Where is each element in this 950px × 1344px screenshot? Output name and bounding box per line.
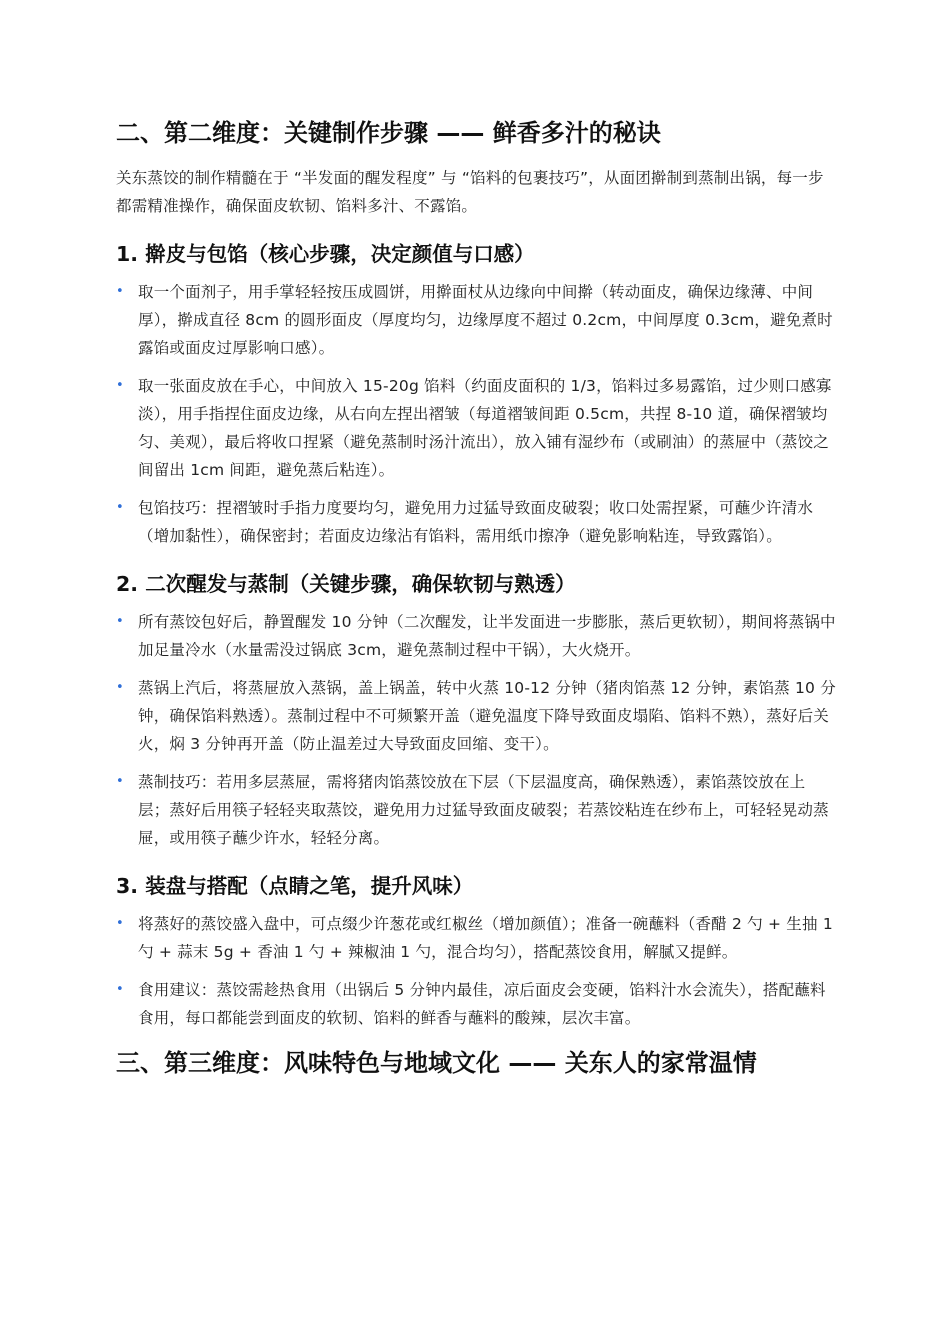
list-item-text: 蒸制技巧：若用多层蒸屉，需将猪肉馅蒸饺放在下层（下层温度高，确保熟透），素馅蒸饺放在上层；蒸好后用筷子轻轻夹取蒸饺，避免用力过猛导致面皮破裂；若蒸饺粘连在纱布上，可轻轻晃动蒸屉，或用筷子蘸少许水，轻轻分离。 xyxy=(138,773,829,847)
bullet-icon: • xyxy=(116,500,124,515)
list-item xyxy=(116,910,836,966)
bullet-icon: • xyxy=(116,916,124,931)
document-page xyxy=(116,112,836,1084)
section-2-title: 二、第二维度：关键制作步骤 —— 鲜香多汁的秘诀 xyxy=(116,119,661,147)
bullet-icon: • xyxy=(116,378,124,393)
bullet-icon: • xyxy=(116,680,124,695)
list-item-text: 所有蒸饺包好后，静置醒发 10 分钟（二次醒发，让半发面进一步膨胀，蒸后更软韧），期间将蒸锅中加足量冷水（水量需没过锅底 3cm，避免蒸制过程中干锅），大火烧开。 xyxy=(138,613,836,659)
list-item-text: 取一张面皮放在手心，中间放入 15-20g 馅料（约面皮面积的 1/3，馅料过多易露馅，过少则口感寡淡），用手指捏住面皮边缘，从右向左捏出褶皱（每道褶皱间距 0.5cm，共捏 8-10 道，确保褶皱均匀、美观），最后将收口捏紧（避免蒸制时汤汁流出），放入铺有湿纱布（或刷油）的蒸屉中（蒸饺之间留出 1cm 间距，避免蒸后粘连）。 xyxy=(138,377,832,479)
list-item xyxy=(116,674,836,758)
subsection-2-list xyxy=(116,608,836,852)
bullet-icon: • xyxy=(116,284,124,299)
list-item-text: 取一个面剂子，用手掌轻轻按压成圆饼，用擀面杖从边缘向中间擀（转动面皮，确保边缘薄、中间厚），擀成直径 8cm 的圆形面皮（厚度均匀，边缘厚度不超过 0.2cm，中间厚度 0.3cm，避免煮时露馅或面皮过厚影响口感）。 xyxy=(138,283,833,357)
section-2-intro: 关东蒸饺的制作精髓在于 “半发面的醒发程度” 与 “馅料的包裹技巧”，从面团擀制到蒸制出锅，每一步都需精准操作，确保面皮软韧、馅料多汁、不露馅。 xyxy=(116,169,824,215)
section-3-title: 三、第三维度：风味特色与地域文化 —— 关东人的家常温情 xyxy=(116,1049,757,1077)
list-item xyxy=(116,608,836,664)
list-item xyxy=(116,768,836,852)
list-item xyxy=(116,494,836,550)
subsection-3-title: 3. 装盘与搭配（点睛之笔，提升风味） xyxy=(116,874,474,898)
bullet-icon: • xyxy=(116,614,124,629)
list-item-text: 包馅技巧：捏褶皱时手指力度要均匀，避免用力过猛导致面皮破裂；收口处需捏紧，可蘸少许清水（增加黏性），确保密封；若面皮边缘沾有馅料，需用纸巾擦净（避免影响粘连，导致露馅）。 xyxy=(138,499,814,545)
subsection-2-title: 2. 二次醒发与蒸制（关键步骤，确保软韧与熟透） xyxy=(116,572,576,596)
list-item xyxy=(116,976,836,1032)
list-item xyxy=(116,278,836,362)
bullet-icon: • xyxy=(116,982,124,997)
list-item-text: 蒸锅上汽后，将蒸屉放入蒸锅，盖上锅盖，转中火蒸 10-12 分钟（猪肉馅蒸 12 分钟，素馅蒸 10 分钟，确保馅料熟透）。蒸制过程中不可频繁开盖（避免温度下降导致面皮塌陷、馅料不熟），蒸好后关火，焖 3 分钟再开盖（防止温差过大导致面皮回缩、变干）。 xyxy=(138,679,836,753)
bullet-icon: • xyxy=(116,774,124,789)
subsection-1-list xyxy=(116,278,836,550)
subsection-3-list xyxy=(116,910,836,1032)
list-item-text: 将蒸好的蒸饺盛入盘中，可点缀少许葱花或红椒丝（增加颜值）；准备一碗蘸料（香醋 2 勺 + 生抽 1 勺 + 蒜末 5g + 香油 1 勺 + 辣椒油 1 勺，混合均匀），搭配蒸饺食用，解腻又提鲜。 xyxy=(138,915,833,961)
subsection-1-title: 1. 擀皮与包馅（核心步骤，决定颜值与口感） xyxy=(116,242,535,266)
list-item xyxy=(116,372,836,484)
list-item-text: 食用建议：蒸饺需趁热食用（出锅后 5 分钟内最佳，凉后面皮会变硬，馅料汁水会流失），搭配蘸料食用，每口都能尝到面皮的软韧、馅料的鲜香与蘸料的酸辣，层次丰富。 xyxy=(138,981,826,1027)
